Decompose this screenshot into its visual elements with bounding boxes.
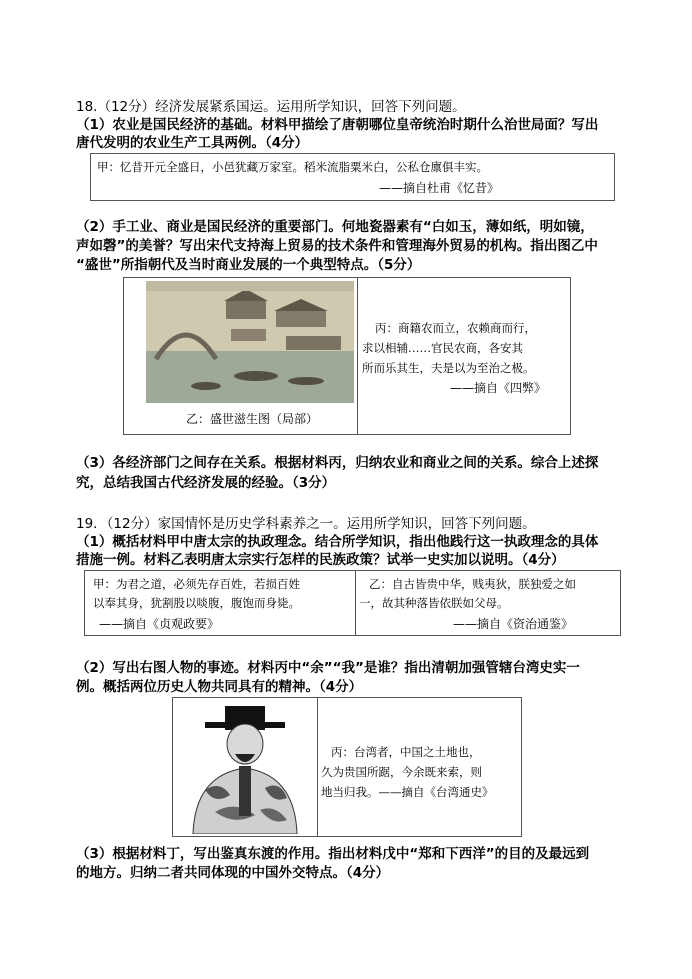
q18-part1-line1: （1）农业是国民经济的基础。材料甲描绘了唐朝哪位皇帝统治时期什么治世局面？写出	[76, 117, 599, 133]
q19-material-bing-line3: 地当归我。——摘自《台湾通史》	[321, 785, 494, 799]
q18-title: 18.（12分）经济发展紧系国运。运用所学知识，回答下列问题。	[76, 99, 466, 115]
q19-material-jia-source: ——摘自《贞观政要》	[99, 617, 220, 631]
q19-material-yi-line2: 一，故其种落皆依朕如父母。	[359, 596, 509, 610]
portrait-svg	[175, 700, 315, 834]
q19-figure-box	[172, 697, 522, 837]
q19-material-jia-line2: 以奉其身，犹割股以啖腹，腹饱而身毙。	[93, 596, 300, 610]
zheng-chenggong-portrait-image	[175, 700, 315, 834]
q19-materials-box	[84, 570, 621, 636]
q18-material-jia-source: ——摘自杜甫《忆昔》	[379, 181, 500, 195]
q19-part2-line1: （2）写出右图人物的事迹。材料丙中“余”“我”是谁？指出清朝加强管辖台湾史实一	[76, 660, 580, 676]
q19-title: 19．（12分）家国情怀是历史学科素养之一。运用所学知识，回答下列问题。	[76, 516, 536, 532]
q18-material-jia-box	[90, 153, 615, 201]
q19-material-yi-line1: 乙：自古皆贵中华，贱夷狄，朕独爱之如	[369, 577, 576, 591]
q18-figure-box	[123, 277, 571, 435]
q18-figure-yi-caption: 乙：盛世滋生图（局部）	[186, 412, 319, 426]
q19-part1-line1: （1）概括材料甲中唐太宗的执政理念。结合所学知识，指出他践行这一执政理念的具体	[76, 534, 599, 550]
prosperity-painting-image	[146, 281, 354, 403]
q18-part2-line3: “盛世”所指朝代及当时商业发展的一个典型特点。（5分）	[76, 257, 421, 273]
q18-part2-line2: 声如磬”的美誉？写出宋代支持海上贸易的技术条件和管理海外贸易的机构。指出图乙中	[76, 238, 598, 254]
q18-material-bing-line1: 丙：商籍农而立，农赖商而行，	[375, 321, 536, 335]
q19-material-bing-line1: 丙：台湾者，中国之土地也，	[331, 745, 481, 759]
figure-divider	[357, 278, 358, 434]
q19-part2-line2: 例。概括两位历史人物共同具有的精神。（4分）	[76, 679, 363, 695]
q18-part2-line1: （2）手工业、商业是国民经济的重要部门。何地瓷器素有“白如玉，薄如纸，明如镜，	[76, 219, 594, 235]
q18-part3-line2: 究，总结我国古代经济发展的经验。（3分）	[76, 475, 336, 491]
portrait-divider	[317, 698, 318, 836]
q19-material-yi-source: ——摘自《资治通鉴》	[453, 617, 574, 631]
q19-part3-line1: （3）根据材料丁，写出鉴真东渡的作用。指出材料戊中“郑和下西洋”的目的及最远到	[76, 846, 590, 862]
q18-material-bing-line3: 所而乐其生，夫是以为至治之极。	[362, 361, 535, 375]
q18-part1-line2: 唐代发明的农业生产工具两例。（4分）	[76, 135, 309, 151]
q18-part3-line1: （3）各经济部门之间存在关系。根据材料丙，归纳农业和商业之间的关系。综合上述探	[76, 455, 599, 471]
q18-material-bing-source: ——摘自《四弊》	[450, 381, 547, 395]
q18-material-bing-line2: 求以相辅……官民农商，各安其	[362, 341, 523, 355]
materials-divider	[355, 571, 356, 635]
q18-material-jia-text: 甲：忆昔开元全盛日，小邑犹藏万家室。稻米流脂粟米白，公私仓廪俱丰实。	[97, 160, 488, 174]
painting-svg	[146, 281, 354, 403]
q19-material-jia-line1: 甲：为君之道，必须先存百姓，若损百姓	[93, 577, 300, 591]
q19-material-bing-line2: 久为贵国所踞，今余既来索，则	[321, 765, 482, 779]
q19-part1-line2: 措施一例。材料乙表明唐太宗实行怎样的民族政策？试举一史实加以说明。（4分）	[76, 552, 565, 568]
q19-part3-line2: 的地方。归纳二者共同体现的中国外交特点。（4分）	[76, 865, 390, 881]
